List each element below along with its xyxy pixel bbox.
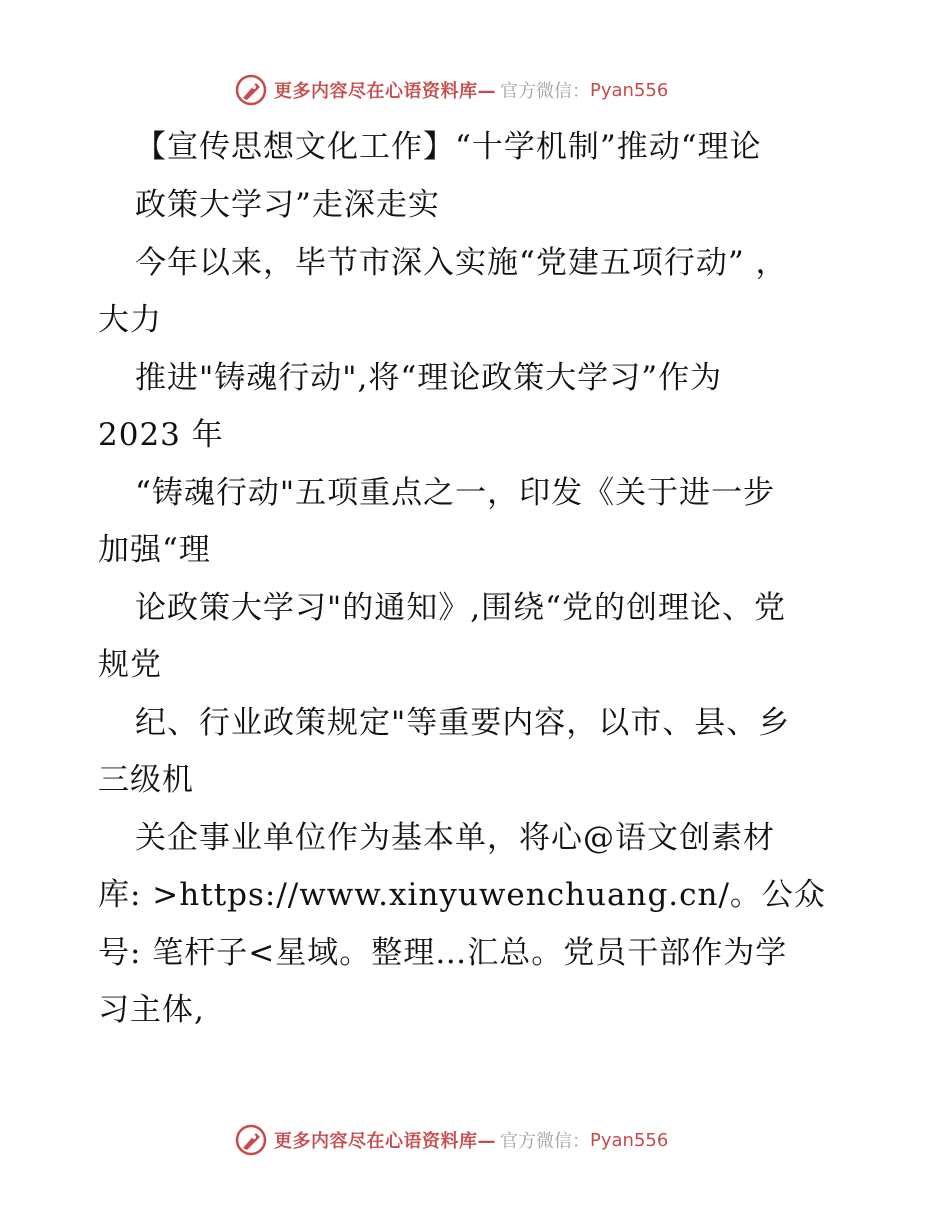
doc-text-line: 今年以来，毕节市深入实施“党建五项行动” ，	[135, 245, 788, 281]
doc-title-line: 政策大学习”走深走实	[135, 187, 440, 223]
doc-text-line: 号: 笔杆子<星域。整理…汇总。党员干部作为学	[98, 935, 788, 971]
doc-text-line: 三级机	[98, 762, 194, 798]
watermark-wechat-label: 官方微信：	[500, 81, 590, 102]
watermark-site-text: 更多内容尽在心语资料库—	[274, 1131, 496, 1152]
doc-text-line: 推进"铸魂行动",将“理论政策大学习”作为	[135, 360, 723, 396]
watermark-wechat-id: Pyan556	[590, 79, 669, 101]
doc-text-line: 2023 年	[98, 417, 224, 453]
doc-text-line: 库: >https://www.xinyuwenchuang.cn/。公众	[98, 877, 826, 913]
watermark-wechat-id: Pyan556	[590, 1129, 669, 1151]
doc-text-line: 加强“理	[98, 532, 211, 568]
doc-text-line: 论政策大学习"的通知》,围绕“党的创理论、党	[135, 590, 786, 626]
doc-text-line: “铸魂行动"五项重点之一，印发《关于进一步	[135, 475, 776, 511]
watermark-site-text: 更多内容尽在心语资料库—	[274, 81, 496, 102]
doc-text-line: 大力	[98, 302, 162, 338]
doc-text-line: 纪、行业政策规定"等重要内容，以市、县、乡	[135, 705, 791, 741]
doc-title-line: 【宣传思想文化工作】“十学机制”推动“理论	[135, 129, 762, 165]
header-watermark	[234, 70, 668, 110]
pen-nib-logo-icon	[234, 1123, 268, 1157]
doc-text-line: 习主体,	[98, 992, 205, 1028]
watermark-wechat-label: 官方微信：	[500, 1131, 590, 1152]
pen-nib-logo-icon	[234, 73, 268, 107]
doc-text-line: 规党	[98, 647, 162, 683]
doc-text-line: 关企事业单位作为基本单，将心@语文创素材	[135, 820, 775, 856]
footer-watermark	[234, 1120, 668, 1160]
